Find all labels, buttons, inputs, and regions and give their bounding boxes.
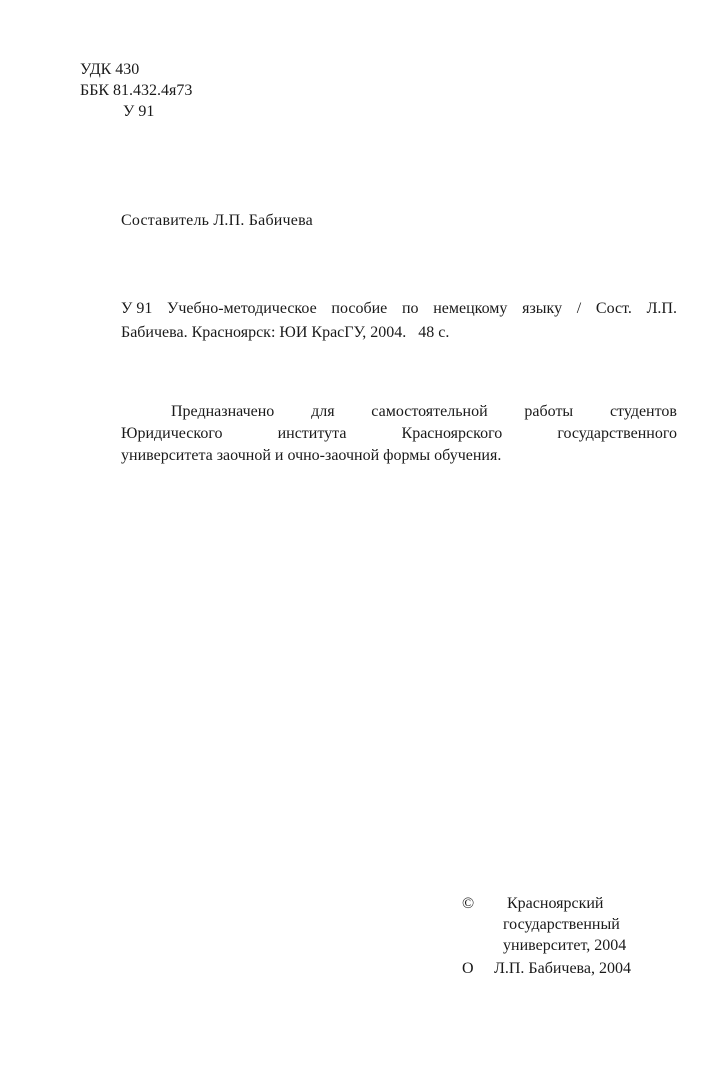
udk-code: УДК 430 — [80, 61, 140, 78]
annotation-line-1 — [121, 401, 677, 423]
copyright-author: Л.П. Бабичева, 2004 — [494, 960, 631, 977]
copyright-org-line-3: университет, 2004 — [503, 937, 627, 954]
copyright-symbol-author: О — [462, 960, 474, 977]
annotation-line-2 — [121, 423, 677, 445]
bibliographic-word: Сост. — [595, 300, 632, 317]
bibliographic-word: по — [401, 300, 419, 317]
annotation-word: самостоятельной — [371, 403, 488, 420]
copyright-symbol: © — [462, 895, 475, 912]
annotation-word: Предназначено — [171, 403, 275, 420]
copyright-org-line-2: государственный — [503, 916, 620, 933]
bbk-code: ББК 81.432.4я73 — [80, 82, 193, 99]
bibliographic-word: У 91 — [121, 300, 153, 317]
annotation-word: института — [277, 425, 347, 442]
annotation-paragraph — [121, 401, 677, 467]
author-mark: У 91 — [123, 103, 155, 120]
bibliographic-word: немецкому — [433, 300, 508, 317]
compiler-line: Составитель Л.П. Бабичева — [121, 212, 313, 229]
bibliographic-description — [121, 297, 677, 345]
annotation-word: студентов — [609, 403, 677, 420]
annotation-word: государственного — [557, 425, 677, 442]
bibliographic-word: / — [576, 300, 582, 317]
bibliographic-line-1 — [121, 297, 677, 321]
annotation-word: Красноярского — [401, 425, 503, 442]
bibliographic-word: языку — [522, 300, 563, 317]
annotation-word: для — [311, 403, 335, 420]
bibliographic-line-2: Бабичева. Красноярск: ЮИ КрасГУ, 2004. 48 с. — [121, 324, 450, 341]
annotation-line-3: университета заочной и очно-заочной формы обучения. — [121, 447, 502, 464]
copyright-org-line-1: Красноярский — [507, 895, 604, 912]
bibliographic-word: Л.П. — [646, 300, 677, 317]
annotation-word: Юридического — [121, 425, 223, 442]
annotation-word: работы — [524, 403, 574, 420]
bibliographic-word: Учебно-методическое — [167, 300, 317, 317]
bibliographic-word: пособие — [331, 300, 388, 317]
